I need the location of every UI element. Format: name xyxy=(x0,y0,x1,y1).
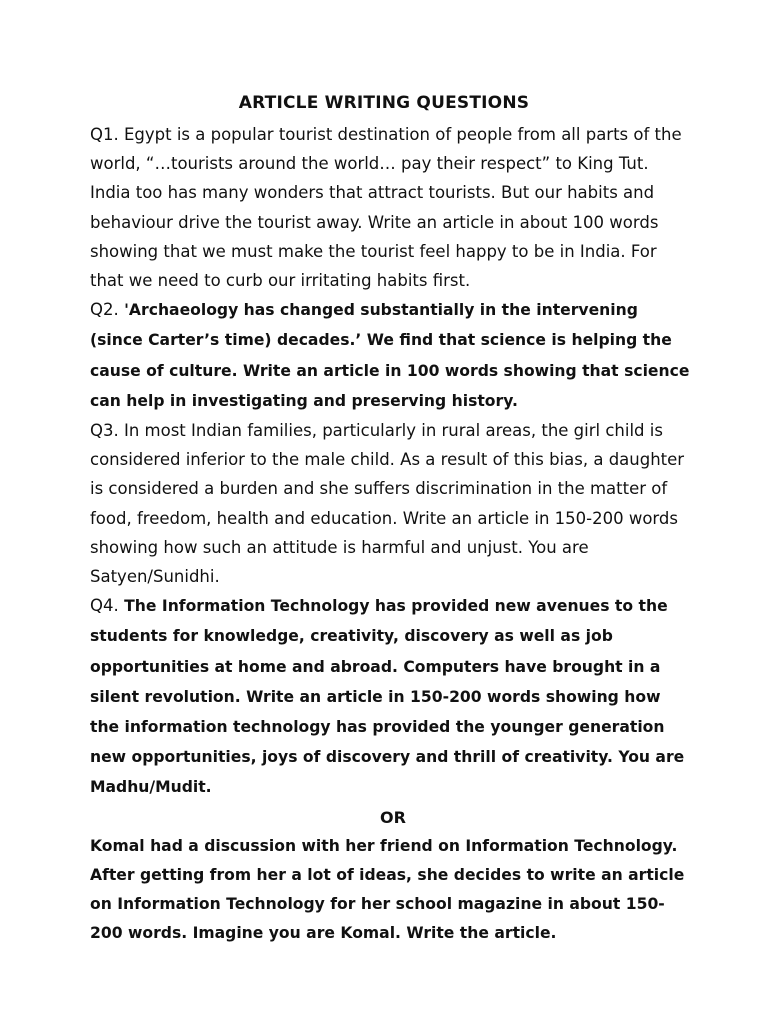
question-1-text: Egypt is a popular tourist destination of people from all parts of the world, “…tourists around the world… pay their respect” to King Tut. India too has many wonders that attract tourists. But our habits and behaviour drive the tourist away. Write an article in about 100 words showing that we must make the tourist feel happy to be in India. For that we need to curb our irritating habits first. xyxy=(90,125,682,291)
question-3 xyxy=(90,416,690,591)
question-3-label: Q3. xyxy=(90,421,119,441)
question-4-alternative: Komal had a discussion with her friend on Information Technology. After getting from her a lot of ideas, she decides to write an article on Information Technology for her school magazine in about 150-200 words. Imagine you are Komal. Write the article. xyxy=(90,836,685,943)
question-2-label: Q2. xyxy=(90,300,119,320)
question-1-label: Q1. xyxy=(90,125,119,144)
question-3-text: In most Indian families, particularly in rural areas, the girl child is considered inferior to the male child. As a result of this bias, a daughter is considered a burden and she suffers discrimination in the matter of food, freedom, health and education. Write an article in 150-200 words showing how such an attitude is harmful and unjust. You are Satyen/Sunidhi. xyxy=(90,421,685,587)
question-2-text: 'Archaeology has changed substantially in the intervening (since Carter’s time) decades.’ We find that science is helping the cause of culture. Write an article in 100 words showing that science can help in investigating and preserving history. xyxy=(90,301,690,410)
page-title: ARTICLE WRITING QUESTIONS xyxy=(238,93,530,113)
question-4-text: The Information Technology has provided new avenues to the students for knowledge, creativity, discovery as well as job opportunities at home and abroad. Computers have brought in a silent revolution. Write an article in 150-200 words showing how the information technology has provided the younger generation new opportunities, joys of discovery and thrill of creativity. You are Madhu/Mudit. xyxy=(90,597,685,797)
questions-body xyxy=(90,120,690,949)
or-divider: OR xyxy=(380,807,406,827)
question-4-label: Q4. xyxy=(90,596,119,616)
question-1 xyxy=(90,120,690,295)
question-2 xyxy=(90,295,690,416)
question-4 xyxy=(90,591,690,802)
